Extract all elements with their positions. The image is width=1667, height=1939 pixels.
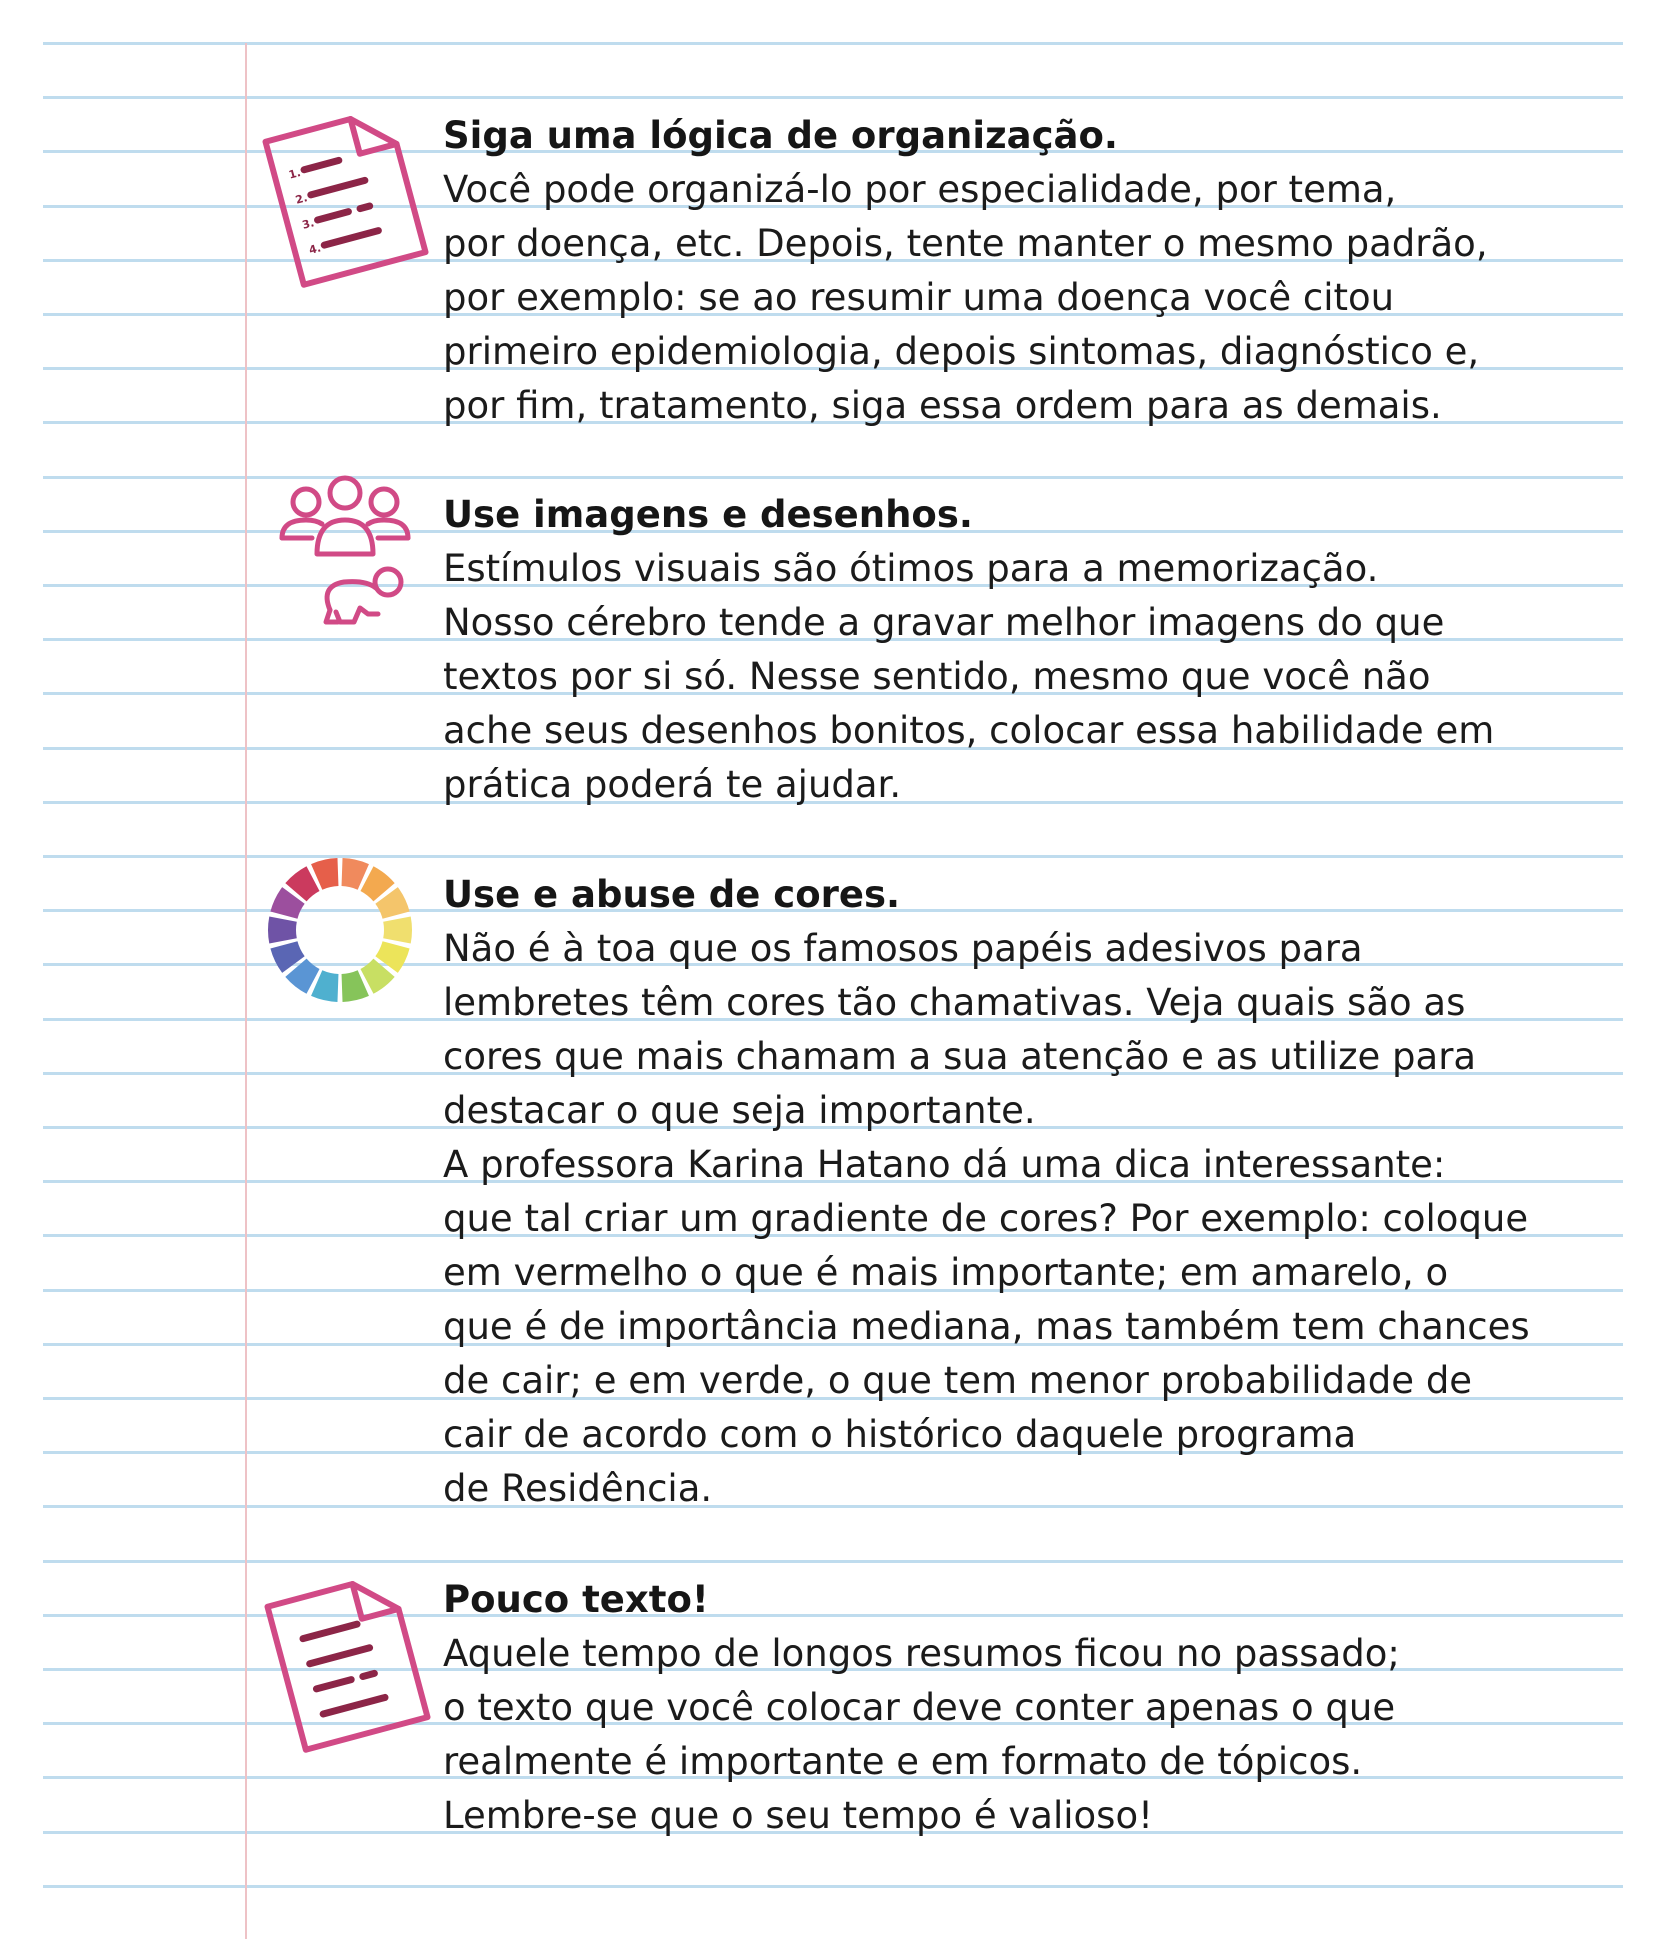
tip-text-line: por exemplo: se ao resumir uma doença você citou (443, 276, 1395, 319)
color-wheel-segment (268, 916, 297, 943)
tip-text-line: realmente é importante e em formato de tópicos. (443, 1740, 1363, 1783)
tip-text-line: que tal criar um gradiente de cores? Por exemplo: coloque (443, 1197, 1529, 1240)
tip-text-line: Lembre-se que o seu tempo é valioso! (443, 1794, 1153, 1837)
tip-text-line: destacar o que seja importante. (443, 1089, 1036, 1132)
tip-text-line: Estímulos visuais são ótimos para a memorização. (443, 547, 1379, 590)
tip-text-line: em vermelho o que é mais importante; em amarelo, o (443, 1251, 1449, 1294)
tip-text-line: ache seus desenhos bonitos, colocar essa habilidade em (443, 709, 1495, 752)
tip-text-line: cores que mais chamam a sua atenção e as utilize para (443, 1035, 1477, 1078)
tip-title: Use imagens e desenhos. (443, 493, 973, 536)
tip-text-line: de Residência. (443, 1467, 713, 1510)
tip-title: Pouco texto! (443, 1578, 709, 1621)
tip-colors (443, 868, 1623, 1516)
color-wheel-segment (383, 916, 412, 943)
tip-text-line: Você pode organizá-lo por especialidade, por tema, (443, 168, 1397, 211)
color-wheel-icon (265, 855, 415, 1005)
tip-title: Siga uma lógica de organização. (443, 114, 1118, 157)
tip-text-line: por doença, etc. Depois, tente manter o mesmo padrão, (443, 222, 1488, 265)
tip-text-line: de cair; e em verde, o que tem menor probabilidade de (443, 1359, 1473, 1402)
tip-text-line: cair de acordo com o histórico daquele programa (443, 1413, 1357, 1456)
ruling-line (43, 42, 1623, 45)
tip-text-line: Não é à toa que os famosos papéis adesivos para (443, 927, 1363, 970)
tip-text-line: Nosso cérebro tende a gravar melhor imagens do que (443, 601, 1445, 644)
text-document-icon (252, 1560, 442, 1760)
ruling-line (43, 1885, 1623, 1888)
paper-margin-line (245, 43, 247, 1939)
tip-text-line: o texto que você colocar deve conter apenas o que (443, 1686, 1396, 1729)
tip-text-line: A professora Karina Hatano dá uma dica interessante: (443, 1143, 1446, 1186)
tip-text-line: que é de importância mediana, mas também tem chances (443, 1305, 1530, 1348)
svg-text:1.: 1. (287, 165, 303, 182)
tip-organization (443, 109, 1623, 433)
tip-text-line: prática poderá te ajudar. (443, 763, 902, 806)
tip-text-line: primeiro epidemiologia, depois sintomas, diagnóstico e, (443, 330, 1480, 373)
tip-text-line: lembretes têm cores tão chamativas. Veja quais são as (443, 981, 1466, 1024)
tip-title: Use e abuse de cores. (443, 873, 901, 916)
svg-text:2.: 2. (294, 191, 309, 207)
people-and-baby-icon (270, 470, 420, 640)
tip-text-line: por fim, tratamento, siga essa ordem para as demais. (443, 384, 1442, 427)
tip-less-text (443, 1573, 1623, 1843)
tip-images-drawings (443, 488, 1623, 812)
numbered-list-document-icon (250, 95, 440, 295)
tip-text-line: textos por si só. Nesse sentido, mesmo que você não (443, 655, 1431, 698)
svg-text:4.: 4. (307, 241, 323, 257)
svg-text:3.: 3. (300, 216, 316, 232)
tip-text-line: Aquele tempo de longos resumos ficou no passado; (443, 1632, 1400, 1675)
